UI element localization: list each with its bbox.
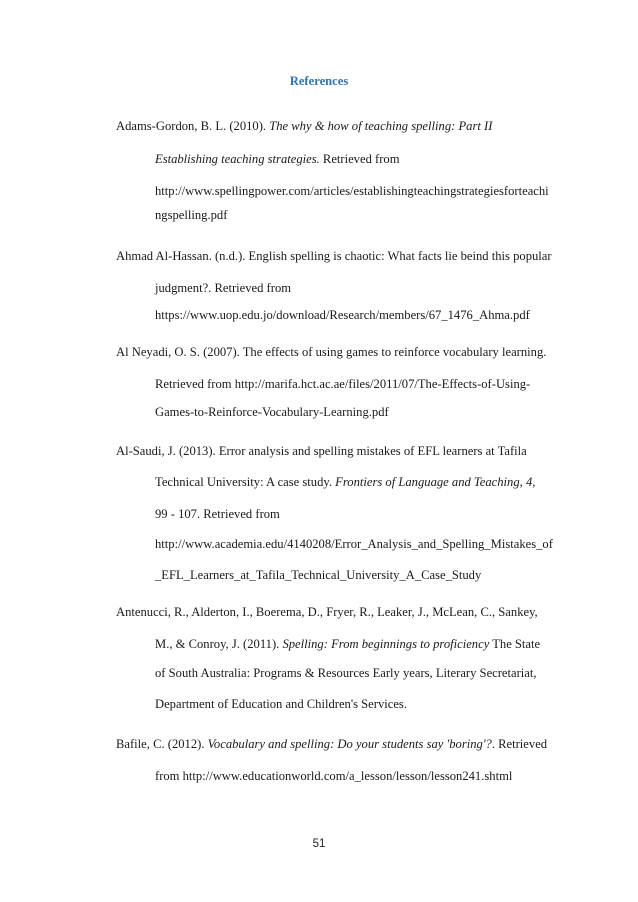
reference-title: Spelling: From beginnings to proficiency	[282, 637, 490, 651]
reference-author: M., & Conroy, J. (2011).	[155, 637, 283, 651]
reference-line	[155, 636, 540, 652]
reference-line	[116, 736, 547, 752]
reference-line: Department of Education and Children's Services.	[155, 697, 407, 711]
reference-text: The State	[489, 637, 541, 651]
reference-author: Adams-Gordon, B. L. (2010).	[116, 119, 270, 133]
reference-line: Retrieved from http://marifa.hct.ac.ae/files/2011/07/The-Effects-of-Using-	[155, 377, 531, 391]
reference-line	[116, 118, 492, 134]
reference-line: Al Neyadi, O. S. (2007). The effects of using games to reinforce vocabulary learning.	[116, 345, 547, 359]
reference-author: Bafile, C. (2012).	[116, 737, 208, 751]
reference-text: . Retrieved	[491, 737, 548, 751]
reference-line	[155, 474, 535, 490]
reference-text: Retrieved from	[319, 152, 400, 166]
reference-line: Antenucci, R., Alderton, I., Boerema, D., Fryer, R., Leaker, J., McLean, C., Sankey,	[116, 605, 538, 619]
reference-line: Al-Saudi, J. (2013). Error analysis and spelling mistakes of EFL learners at Tafila	[116, 444, 527, 458]
reference-url: http://www.spellingpower.com/articles/establishingteachingstrategiesforteachi	[155, 184, 549, 198]
page-title: References	[289, 74, 349, 88]
reference-title: Establishing teaching strategies.	[155, 152, 320, 166]
reference-title: Vocabulary and spelling: Do your students say 'boring'?	[207, 737, 492, 751]
reference-line: of South Australia: Programs & Resources Early years, Literary Secretariat,	[155, 666, 537, 680]
reference-url: ngspelling.pdf	[155, 208, 228, 222]
reference-line: judgment?. Retrieved from	[155, 281, 292, 295]
reference-line: 99 - 107. Retrieved from	[155, 507, 280, 521]
reference-line: Games-to-Reinforce-Vocabulary-Learning.pdf	[155, 405, 389, 419]
reference-url: _EFL_Learners_at_Tafila_Technical_University_A_Case_Study	[155, 568, 482, 582]
reference-title: The why & how of teaching spelling: Part II	[269, 119, 493, 133]
reference-line	[155, 151, 400, 167]
reference-url: http://www.academia.edu/4140208/Error_Analysis_and_Spelling_Mistakes_of	[155, 537, 553, 551]
reference-line: Ahmad Al-Hassan. (n.d.). English spelling is chaotic: What facts lie beind this popular	[116, 249, 552, 263]
reference-url: from http://www.educationworld.com/a_lesson/lesson/lesson241.shtml	[155, 769, 513, 783]
reference-text: ,	[532, 475, 536, 489]
reference-journal: Frontiers of Language and Teaching, 4	[335, 475, 533, 489]
reference-text: Technical University: A case study.	[155, 475, 336, 489]
page-number: 51	[312, 838, 326, 850]
reference-url: https://www.uop.edu.jo/download/Research/members/67_1476_Ahma.pdf	[155, 308, 530, 322]
